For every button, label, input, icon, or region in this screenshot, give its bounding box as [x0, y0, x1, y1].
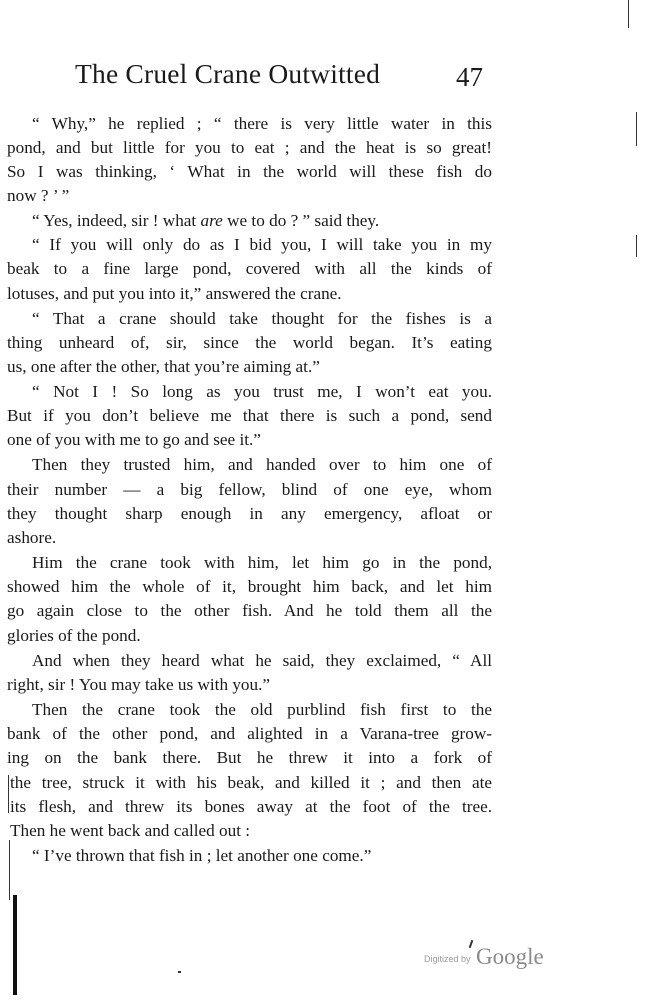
text-line: showed him the whole of it, brought him back, and let him	[7, 577, 492, 596]
text-line: glories of the pond.	[7, 626, 141, 645]
scan-mark	[9, 840, 10, 900]
text-line: “ Not I ! So long as you trust me, I won’t eat you.	[32, 382, 492, 401]
emphasis-are: are	[200, 211, 223, 230]
text-line: go again close to the other fish. And he told them all the	[7, 601, 492, 620]
scan-mark	[13, 895, 17, 995]
digitized-label: Digitized by	[424, 954, 471, 964]
text-line: right, sir ! You may take us with you.”	[7, 675, 271, 694]
text-line: beak to a fine large pond, covered with all the kinds of	[7, 259, 492, 278]
scan-mark	[628, 0, 629, 28]
text-line: lotuses, and put you into it,” answered the crane.	[7, 284, 342, 303]
text-line: Then they trusted him, and handed over to him one of	[32, 455, 492, 474]
scan-mark	[8, 775, 9, 813]
text-line: its flesh, and threw its bones away at the foot of the tree.	[10, 797, 492, 816]
text-line: Then the crane took the old purblind fish first to the	[32, 700, 492, 719]
text-line: bank of the other pond, and alighted in a Varana-tree grow-	[7, 724, 492, 743]
text-line: But if you don’t believe me that there is such a pond, send	[7, 406, 492, 425]
text-line: one of you with me to go and see it.”	[7, 430, 261, 449]
running-title: The Cruel Crane Outwitted	[75, 58, 381, 89]
scan-mark	[469, 940, 474, 948]
text-line: “ Yes, indeed, sir ! what are we to do ? ” said they.	[32, 211, 380, 230]
google-logo: Google	[476, 944, 544, 969]
text-line: So I was thinking, ‘ What in the world will these fish do	[7, 162, 492, 181]
page-header	[0, 58, 645, 98]
text-line: “ That a crane should take thought for the fishes is a	[32, 309, 492, 328]
text-line: ing on the bank there. But he threw it into a fork of	[7, 748, 492, 767]
text-line: the tree, struck it with his beak, and killed it ; and then ate	[10, 773, 492, 792]
text-line: us, one after the other, that you’re aiming at.”	[7, 357, 320, 376]
scan-mark	[178, 971, 181, 973]
text-line: thing unheard of, sir, since the world began. It’s eating	[7, 333, 492, 352]
text-line: pond, and but little for you to eat ; and the heat is so great!	[7, 138, 492, 157]
text-line: And when they heard what he said, they exclaimed, “ All	[32, 651, 492, 670]
text-line: they thought sharp enough in any emergency, afloat or	[7, 504, 492, 523]
text-line: “ If you will only do as I bid you, I will take you in my	[32, 235, 492, 254]
text-line: Him the crane took with him, let him go in the pond,	[32, 553, 492, 572]
scan-mark	[636, 235, 637, 257]
text-line: “ I’ve thrown that fish in ; let another one come.”	[32, 846, 372, 865]
text-line: now ? ’ ”	[7, 186, 70, 205]
text-line: Then he went back and called out :	[10, 821, 251, 840]
page-number: 47	[456, 62, 483, 92]
scan-mark	[636, 112, 637, 146]
text-line: their number — a big fellow, blind of one eye, whom	[7, 480, 492, 499]
text-line: ashore.	[7, 528, 57, 547]
text-line: “ Why,” he replied ; “ there is very little water in this	[32, 114, 492, 133]
